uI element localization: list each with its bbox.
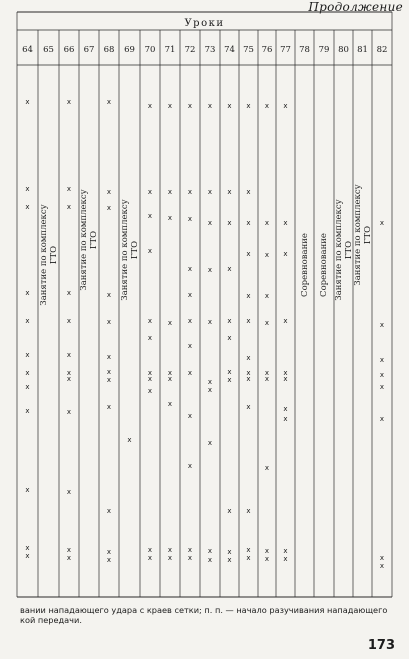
table-mark: x xyxy=(66,546,72,554)
table-mark: x xyxy=(106,376,112,384)
gto-label-80-line-2: ГТО xyxy=(343,240,354,260)
table-mark: x xyxy=(379,415,385,423)
lessons-title: Уроки xyxy=(184,18,225,29)
table-mark: x xyxy=(246,507,251,515)
gto-label-81 xyxy=(353,170,373,300)
table-mark: x xyxy=(187,462,193,470)
table-mark: x xyxy=(246,546,251,554)
table-mark: x xyxy=(227,219,232,227)
table-mark: x xyxy=(207,439,213,447)
lesson-number-66: 66 xyxy=(63,45,75,55)
table-mark: x xyxy=(264,547,270,555)
table-mark: x xyxy=(379,562,385,570)
table-mark: x xyxy=(25,351,30,359)
gto-label-69-line-1: Занятие по комплексу xyxy=(119,199,130,301)
table-mark: x xyxy=(187,554,193,562)
competition-label-78-line-1: Соревнование xyxy=(299,233,310,297)
lesson-number-76: 76 xyxy=(261,45,273,55)
table-mark: x xyxy=(187,291,193,299)
lesson-number-82: 82 xyxy=(376,45,388,55)
gto-label-67-line-1: Занятие по комплексу xyxy=(79,189,89,291)
table-mark: x xyxy=(227,507,232,515)
table-mark: x xyxy=(283,405,288,413)
table-mark: x xyxy=(25,203,30,211)
table-mark: x xyxy=(106,204,112,212)
competition-label-78 xyxy=(300,200,310,330)
table-mark: x xyxy=(25,369,30,377)
table-mark: x xyxy=(264,251,270,259)
table-mark: x xyxy=(283,219,288,227)
table-mark: x xyxy=(246,369,251,377)
table-mark: x xyxy=(66,408,72,416)
table-mark: x xyxy=(227,102,232,110)
table-mark: x xyxy=(25,407,30,415)
table-mark: x xyxy=(167,554,173,562)
footnote xyxy=(20,605,390,625)
table-mark: x xyxy=(187,188,193,196)
table-mark: x xyxy=(147,369,153,377)
table-mark: x xyxy=(283,250,288,258)
competition-label-79-line-1: Соревнование xyxy=(319,233,329,297)
gto-label-69 xyxy=(120,185,140,315)
table-mark: x xyxy=(25,486,30,494)
gto-label-67-line-2: ГТО xyxy=(89,230,99,250)
table-mark: x xyxy=(227,188,232,196)
table-mark: x xyxy=(25,289,30,297)
table-mark: x xyxy=(106,403,112,411)
page-number: 173 xyxy=(367,638,395,653)
table-mark: x xyxy=(187,102,193,110)
table-mark: x xyxy=(66,203,72,211)
table-mark: x xyxy=(66,351,72,359)
gto-label-67 xyxy=(79,175,99,305)
table-mark: x xyxy=(187,265,193,273)
continued-label: Продолжение xyxy=(308,0,403,14)
table-mark: x xyxy=(246,250,251,258)
footnote-line-2: кой передачи. xyxy=(20,615,82,625)
table-mark: x xyxy=(147,247,153,255)
table-mark: x xyxy=(66,369,72,377)
table-mark: x xyxy=(167,375,173,383)
table-mark: x xyxy=(187,546,193,554)
table-mark: x xyxy=(283,102,288,110)
table-mark: x xyxy=(246,354,251,362)
table-mark: x xyxy=(106,368,112,376)
lesson-number-70: 70 xyxy=(144,45,156,55)
table-mark: x xyxy=(167,400,173,408)
lesson-number-68: 68 xyxy=(103,45,115,55)
table-mark: x xyxy=(246,219,251,227)
table-mark: x xyxy=(227,548,232,556)
table-mark: x xyxy=(283,317,288,325)
table-mark: x xyxy=(167,546,173,554)
table-mark: x xyxy=(207,318,213,326)
table-mark: x xyxy=(283,375,288,383)
table-mark: x xyxy=(25,185,30,193)
table-mark: x xyxy=(246,554,251,562)
table-mark: x xyxy=(246,403,251,411)
table-mark: x xyxy=(106,556,112,564)
table-mark: x xyxy=(227,265,232,273)
lesson-number-74: 74 xyxy=(224,45,235,55)
lesson-number-75: 75 xyxy=(243,45,254,55)
lesson-number-65: 65 xyxy=(43,45,54,55)
gto-label-65 xyxy=(39,190,59,320)
table-mark: x xyxy=(106,353,112,361)
table-mark: x xyxy=(106,188,112,196)
table-mark: x xyxy=(147,212,153,220)
table-mark: x xyxy=(379,371,385,379)
table-mark: x xyxy=(66,317,72,325)
table-mark: x xyxy=(283,547,288,555)
lesson-number-64: 64 xyxy=(22,45,33,55)
table-mark: x xyxy=(167,319,173,327)
table-mark: x xyxy=(246,292,251,300)
lesson-number-69: 69 xyxy=(124,45,135,55)
table-mark: x xyxy=(106,318,112,326)
competition-label-79 xyxy=(319,200,329,330)
table-mark: x xyxy=(264,219,270,227)
table-mark: x xyxy=(379,219,385,227)
lesson-number-79: 79 xyxy=(318,45,330,55)
table-mark: x xyxy=(227,376,232,384)
table-mark: x xyxy=(167,369,173,377)
table-mark: x xyxy=(25,544,30,552)
table-mark: x xyxy=(25,98,30,106)
table-mark: x xyxy=(207,188,213,196)
table-mark: x xyxy=(264,292,270,300)
table-mark: x xyxy=(147,188,153,196)
table-mark: x xyxy=(147,387,153,395)
table-mark: x xyxy=(147,334,153,342)
table-mark: x xyxy=(66,488,72,496)
gto-label-69-line-2: ГТО xyxy=(129,240,140,260)
lesson-number-77: 77 xyxy=(280,45,291,55)
table-mark: x xyxy=(127,436,132,444)
table-mark: x xyxy=(167,188,173,196)
gto-label-65-line-1: Занятие по комплексу xyxy=(38,204,49,306)
table-mark: x xyxy=(246,375,251,383)
lesson-number-80: 80 xyxy=(338,45,349,55)
table-mark: x xyxy=(246,317,251,325)
table-mark: x xyxy=(106,291,112,299)
lesson-number-81: 81 xyxy=(357,45,368,55)
lesson-number-67: 67 xyxy=(83,45,95,55)
table-mark: x xyxy=(207,547,213,555)
table-mark: x xyxy=(66,98,72,106)
table-mark: x xyxy=(264,555,270,563)
table-mark: x xyxy=(207,219,213,227)
table-mark: x xyxy=(246,188,251,196)
table-mark: x xyxy=(167,214,173,222)
table-mark: x xyxy=(66,375,72,383)
table-mark: x xyxy=(264,369,270,377)
table-mark: x xyxy=(147,546,153,554)
table-mark: x xyxy=(264,464,270,472)
table-mark: x xyxy=(187,369,193,377)
table-mark: x xyxy=(66,185,72,193)
lesson-number-72: 72 xyxy=(184,45,196,55)
table-mark: x xyxy=(264,319,270,327)
table-mark: x xyxy=(207,556,213,564)
table-mark: x xyxy=(187,215,193,223)
table-mark: x xyxy=(283,415,288,423)
table-mark: x xyxy=(227,317,232,325)
table-mark: x xyxy=(379,321,385,329)
table-mark: x xyxy=(283,369,288,377)
gto-label-81-line-2: ГТО xyxy=(362,225,373,245)
table-mark: x xyxy=(25,552,30,560)
table-mark: x xyxy=(147,317,153,325)
lesson-number-73: 73 xyxy=(204,45,216,55)
table-mark: x xyxy=(106,507,112,515)
table-mark: x xyxy=(207,378,213,386)
gto-label-80-line-1: Занятие по комплексу xyxy=(333,199,344,301)
table-mark: x xyxy=(227,556,232,564)
table-mark: x xyxy=(379,554,385,562)
table-mark: x xyxy=(25,383,30,391)
table-mark: x xyxy=(283,555,288,563)
lesson-number-71: 71 xyxy=(164,45,176,55)
table-mark: x xyxy=(207,386,213,394)
table-mark: x xyxy=(147,554,153,562)
table-mark: x xyxy=(25,317,30,325)
table-mark: x xyxy=(66,554,72,562)
table-mark: x xyxy=(264,375,270,383)
table-mark: x xyxy=(147,375,153,383)
table-mark: x xyxy=(187,317,193,325)
table-mark: x xyxy=(66,289,72,297)
gto-label-80 xyxy=(334,185,354,315)
table-mark: x xyxy=(147,102,153,110)
table-mark: x xyxy=(106,548,112,556)
gto-label-81-line-1: Занятие по комплексу xyxy=(352,184,363,286)
gto-label-65-line-2: ГТО xyxy=(48,245,59,265)
table-mark: x xyxy=(187,412,193,420)
table-mark: x xyxy=(246,102,251,110)
table-mark: x xyxy=(227,334,232,342)
table-mark: x xyxy=(227,368,232,376)
footnote-line-1: вании нападающего удара с краев сетки; п. п. — начало разучивания нападающего xyxy=(20,605,388,615)
table-mark: x xyxy=(106,98,112,106)
table-mark: x xyxy=(264,102,270,110)
table-mark: x xyxy=(207,266,213,274)
table-mark: x xyxy=(207,102,213,110)
table-mark: x xyxy=(379,383,385,391)
table-mark: x xyxy=(187,342,193,350)
lesson-number-78: 78 xyxy=(299,45,310,55)
table-mark: x xyxy=(379,356,385,364)
table-mark: x xyxy=(167,102,173,110)
